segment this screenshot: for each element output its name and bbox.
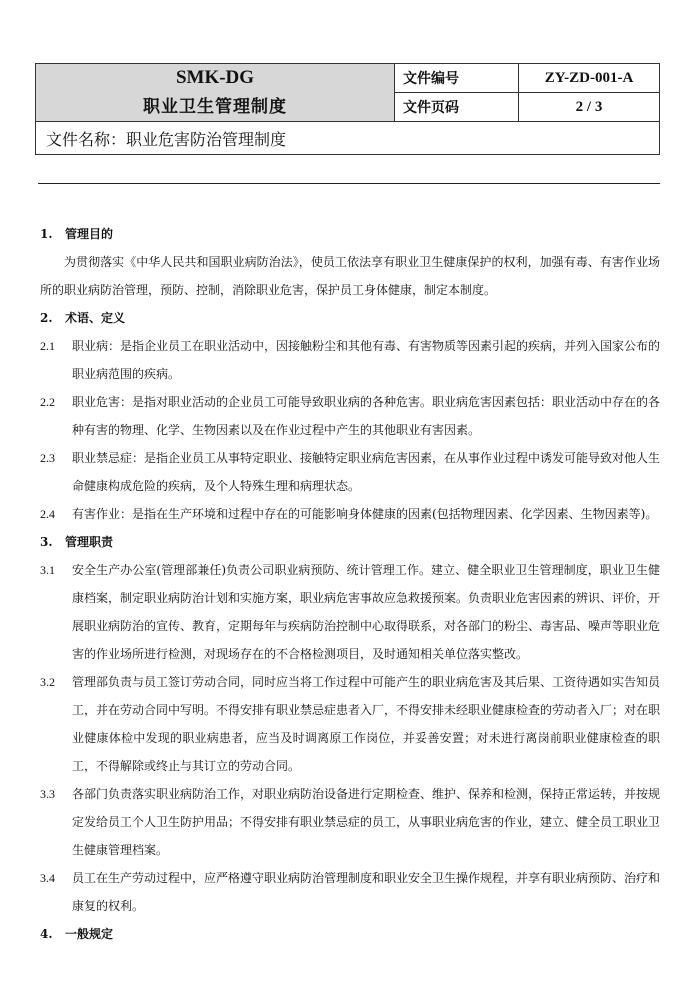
section-number: 3. [40,535,53,549]
clause-number: 3.1 [40,563,55,577]
clause-number: 2.3 [40,451,55,465]
clause-item [40,332,660,388]
section-paragraph: 为贯彻落实《中华人民共和国职业病防治法》，使员工依法享有职业卫生健康保护的权利，加强有毒、有害作业场所的职业病防治管理，预防、控制，消除职业危害，保护员工身体健康，制定本制度。 [40,255,660,297]
doc-no-label: 文件编号 [395,64,519,93]
file-name-value: 职业危害防治管理制度 [126,129,287,149]
section-number: 4. [40,927,53,941]
clause-text: 职业禁忌症：是指企业员工从事特定职业、接触特定职业病危害因素，在从事作业过程中诱发可能导致对他人生命健康构成危险的疾病，及个人特殊生理和病理状态。 [72,451,661,493]
clause-text: 职业危害：是指对职业活动的企业员工可能导致职业病的各种危害。职业病危害因素包括：职业活动中存在的各种有害的物理、化学、生物因素以及在作业过程中产生的其他职业有害因素。 [72,395,661,437]
clause-item [40,864,660,920]
clause-number: 2.2 [40,395,55,409]
header-divider [38,183,660,184]
clause-number: 3.3 [40,787,55,801]
document-body [40,220,660,948]
section-heading [40,220,660,248]
section-title: 一般规定 [65,927,114,941]
clause-item [40,444,660,500]
clause-text: 各部门负责落实职业病防治工作，对职业病防治设备进行定期检查、维护、保养和检测，保持正常运转，并按规定发给员工个人卫生防护用品；不得安排有职业禁忌症的员工，从事职业病危害的作业，建立、健全员工职业卫生健康管理档案。 [72,787,661,857]
clause-text: 有害作业：是指在生产环境和过程中存在的可能影响身体健康的因素(包括物理因素、化学因素、生物因素等)。 [72,507,658,521]
clause-item [40,780,660,864]
section-heading [40,528,660,556]
clause-text: 员工在生产劳动过程中，应严格遵守职业病防治管理制度和职业安全卫生操作规程，并享有职业病预防、治疗和康复的权利。 [72,871,661,913]
clause-item [40,556,660,668]
system-title: 职业卫生管理制度 [143,96,287,117]
section-title: 术语、定义 [65,311,126,325]
section-heading [40,920,660,948]
company-code: SMK-DG [175,66,255,88]
clause-number: 2.1 [40,339,55,353]
clause-number: 3.4 [40,871,55,885]
section-number: 1. [40,227,53,241]
clause-item [40,500,660,528]
file-name-label: 文件名称： [46,129,127,149]
clause-item [40,668,660,780]
page-label: 文件页码 [395,93,519,122]
clause-text: 安全生产办公室(管理部兼任)负责公司职业病预防、统计管理工作。建立、健全职业卫生管理制度，职业卫生健康档案，制定职业病防治计划和实施方案，职业病危害事故应急救援预案。负责职业危害因素的辨识、评价，开展职业病防治的宣传、教育，定期每年与疾病防治控制中心取得联系，对各部门的粉尘、毒害品、噪声等职业危害的作业场所进行检测，对现场存在的不合格检测项目，及时通知相关单位落实整改。 [72,563,661,661]
clause-item [40,388,660,444]
section-title: 管理目的 [65,227,114,241]
header-title-cell [36,64,395,122]
clause-number: 2.4 [40,507,55,521]
page-value: 2 / 3 [519,93,660,122]
file-name-row [36,122,660,155]
clause-text: 管理部负责与员工签订劳动合同，同时应当将工作过程中可能产生的职业病危害及其后果、工资待遇如实告知员工，并在劳动合同中写明。不得安排有职业禁忌症患者入厂，不得安排未经职业健康检查的劳动者入厂；对在职业健康体检中发现的职业病患者，应当及时调离原工作岗位，并妥善安置；对未进行离岗前职业健康检查的职工，不得解除或终止与其订立的劳动合同。 [72,675,661,773]
document-header [35,63,660,155]
section-heading [40,304,660,332]
clause-number: 3.2 [40,675,55,689]
section-title: 管理职责 [65,535,114,549]
clause-text: 职业病：是指企业员工在职业活动中，因接触粉尘和其他有毒、有害物质等因素引起的疾病，并列入国家公布的职业病范围的疾病。 [72,339,661,381]
section-number: 2. [40,311,53,325]
doc-no-value: ZY-ZD-001-A [519,64,660,93]
